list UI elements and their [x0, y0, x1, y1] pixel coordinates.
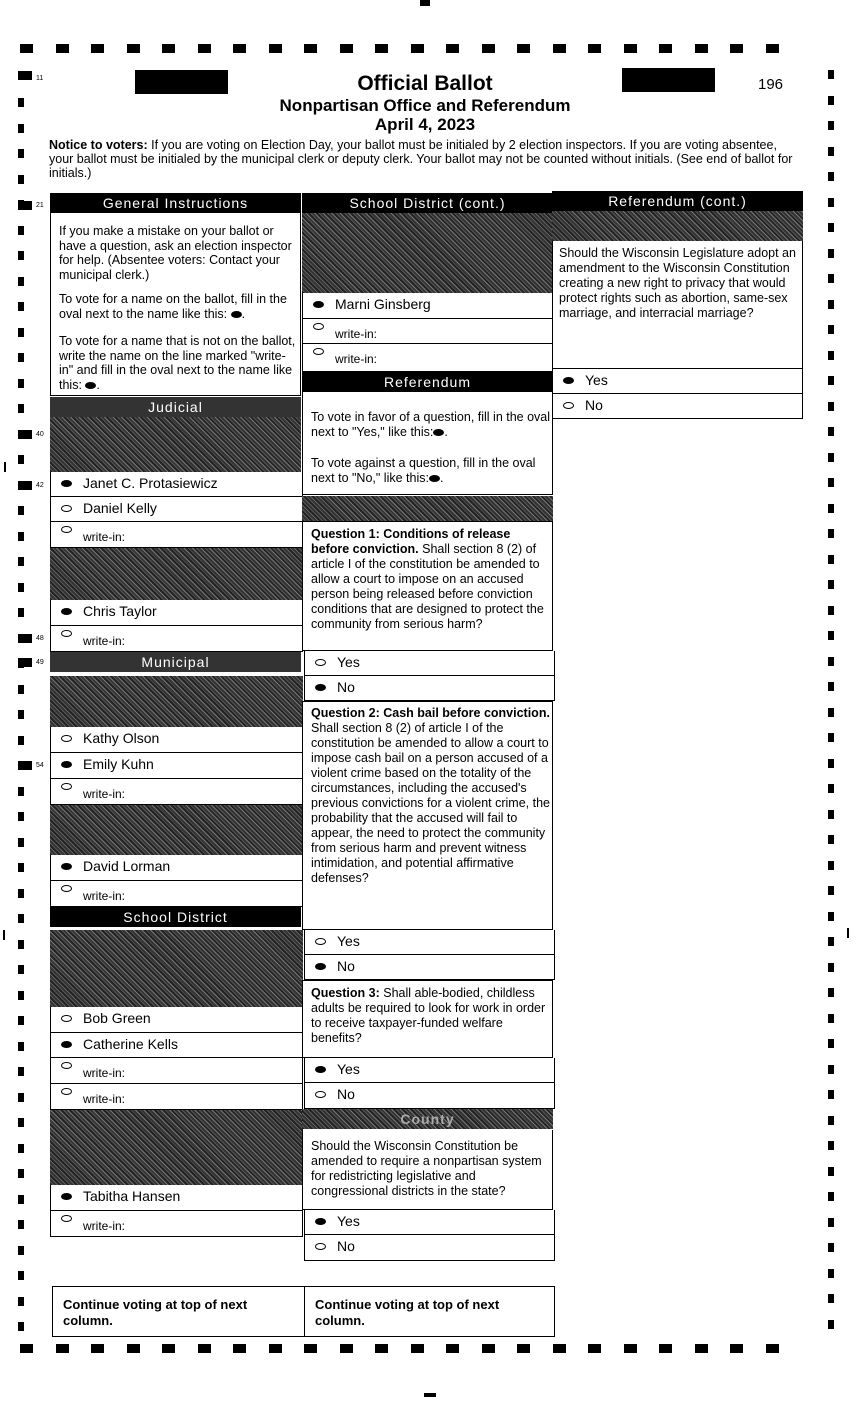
timing-mark — [828, 223, 834, 232]
timing-mark — [828, 1243, 834, 1252]
timing-mark — [828, 1167, 834, 1176]
timing-mark — [828, 1039, 834, 1048]
contest-title-redacted — [50, 930, 303, 1007]
timing-mark — [828, 274, 834, 283]
timing-mark — [18, 353, 24, 362]
contest-title-redacted — [302, 213, 553, 293]
timing-mark — [18, 302, 24, 311]
redaction-box-left — [135, 70, 228, 94]
timing-mark — [828, 96, 834, 105]
timing-mark — [18, 1297, 24, 1306]
margin-number: 49 — [36, 659, 44, 666]
timing-mark — [375, 44, 388, 53]
timing-mark — [828, 810, 834, 819]
timing-mark — [18, 812, 24, 821]
ballot-choice[interactable] — [302, 293, 553, 319]
timing-mark — [695, 1344, 708, 1353]
empty-oval-icon[interactable] — [315, 938, 326, 945]
judicial-header: Judicial — [50, 397, 301, 417]
timing-mark — [269, 1344, 282, 1353]
filled-oval-icon[interactable] — [61, 608, 72, 615]
referendum-instruction-yes: To vote in favor of a question, fill in the oval next to "Yes," like this: . — [311, 410, 551, 439]
timing-mark — [18, 1144, 24, 1153]
timing-mark — [828, 249, 834, 258]
choice-label: write-in: — [83, 787, 126, 801]
timing-mark — [18, 658, 32, 667]
choice-label: Yes — [337, 1213, 360, 1229]
contest-title-redacted — [552, 211, 803, 241]
answer-choice[interactable] — [304, 930, 555, 955]
ballot-choice[interactable] — [50, 1084, 303, 1110]
referendum-cont-header: Referendum (cont.) — [552, 191, 803, 211]
choice-label: No — [337, 679, 355, 695]
timing-mark — [233, 1344, 246, 1353]
filled-oval-icon[interactable] — [315, 1218, 326, 1225]
timing-mark — [847, 928, 849, 938]
question-5-text: Should the Wisconsin Legislature adopt an amendment to the Wisconsin Constitution creating a new right to privacy that would protect rights such as abortion, same-sex marriage, and interracial marriage? — [559, 246, 796, 320]
timing-mark — [18, 1093, 24, 1102]
timing-mark — [411, 44, 424, 53]
empty-oval-icon[interactable] — [61, 630, 72, 637]
timing-mark — [446, 1344, 459, 1353]
timing-mark — [828, 1065, 834, 1074]
contest-title-redacted — [50, 548, 303, 600]
timing-mark — [411, 1344, 424, 1353]
ballot-choice[interactable] — [302, 319, 553, 344]
timing-mark — [18, 761, 32, 770]
continue-voting-note-col1: Continue voting at top of next column. — [52, 1286, 305, 1337]
timing-mark — [828, 402, 834, 411]
instruction-vote-name: To vote for a name on the ballot, fill in the oval next to the name like this: . — [59, 292, 287, 321]
timing-mark — [482, 44, 495, 53]
answer-choice[interactable] — [304, 1210, 555, 1235]
margin-number: 21 — [36, 202, 44, 209]
timing-mark — [18, 404, 24, 413]
ballot-choice[interactable] — [50, 753, 303, 779]
filled-oval-icon[interactable] — [61, 863, 72, 870]
voter-notice — [49, 138, 801, 180]
ballot-date: April 4, 2023 — [374, 115, 476, 134]
timing-mark — [18, 838, 24, 847]
empty-oval-icon[interactable] — [61, 783, 72, 790]
contest-title-redacted — [302, 496, 553, 521]
timing-mark — [828, 376, 834, 385]
municipal-header: Municipal — [50, 652, 301, 672]
timing-mark — [18, 1042, 24, 1051]
timing-mark — [828, 912, 834, 921]
timing-mark — [828, 325, 834, 334]
timing-mark — [18, 175, 24, 184]
timing-mark — [828, 580, 834, 589]
timing-mark — [828, 1320, 834, 1329]
timing-mark — [18, 430, 32, 439]
margin-number: 11 — [36, 75, 44, 82]
ballot-choice[interactable] — [302, 344, 553, 372]
filled-oval-icon[interactable] — [315, 1066, 326, 1073]
timing-mark — [18, 1118, 24, 1127]
timing-mark — [198, 1344, 211, 1353]
choice-label: No — [337, 1086, 355, 1102]
empty-oval-icon[interactable] — [61, 505, 72, 512]
notice-label: Notice to voters: — [49, 138, 148, 152]
choice-label: No — [585, 397, 603, 413]
timing-mark — [828, 1192, 834, 1201]
timing-mark — [18, 1322, 24, 1331]
continue-voting-note-col2: Continue voting at top of next column. — [304, 1286, 555, 1337]
answer-choice[interactable] — [304, 1058, 555, 1083]
filled-oval-example-icon — [429, 475, 440, 482]
choice-label: No — [337, 1238, 355, 1254]
answer-choice[interactable] — [552, 394, 803, 419]
timing-mark — [828, 606, 834, 615]
choice-label: David Lorman — [83, 858, 171, 874]
timing-mark — [828, 759, 834, 768]
instruction-write-in-text: To vote for a name that is not on the ballot, write the name on the line marked "write-in" and fill in the oval next to the name like this: — [59, 334, 296, 392]
ballot-choice[interactable] — [50, 1058, 303, 1084]
timing-mark — [828, 861, 834, 870]
timing-mark — [766, 1344, 779, 1353]
answer-choice[interactable] — [304, 1083, 555, 1109]
contest-title-redacted — [50, 1110, 303, 1185]
timing-mark — [4, 462, 6, 472]
timing-mark — [18, 991, 24, 1000]
referendum-header: Referendum — [302, 372, 553, 392]
timing-mark — [828, 504, 834, 513]
ballot-choice[interactable] — [50, 779, 303, 805]
timing-mark — [420, 0, 430, 6]
timing-mark — [18, 940, 24, 949]
margin-number: 40 — [36, 431, 44, 438]
timing-mark — [18, 532, 24, 541]
timing-mark — [828, 1014, 834, 1023]
timing-mark — [828, 988, 834, 997]
timing-mark — [588, 44, 601, 53]
timing-mark — [18, 557, 24, 566]
school-district-cont-header: School District (cont.) — [302, 193, 553, 213]
timing-mark — [340, 44, 353, 53]
filled-oval-icon[interactable] — [313, 301, 324, 308]
referendum-instruction-no-text: To vote against a question, fill in the oval next to "No," like this: — [311, 456, 536, 485]
timing-mark — [828, 733, 834, 742]
timing-mark — [18, 1246, 24, 1255]
empty-oval-icon[interactable] — [313, 348, 324, 355]
ballot-choice[interactable] — [50, 626, 303, 652]
timing-mark — [20, 1344, 33, 1353]
timing-mark — [56, 1344, 69, 1353]
choice-label: Catherine Kells — [83, 1036, 178, 1052]
timing-mark — [18, 226, 24, 235]
choice-label: write-in: — [83, 889, 126, 903]
timing-mark — [18, 1195, 24, 1204]
timing-mark — [18, 965, 24, 974]
margin-number: 54 — [36, 762, 44, 769]
timing-mark — [828, 1090, 834, 1099]
timing-mark — [127, 1344, 140, 1353]
timing-mark — [828, 631, 834, 640]
instruction-mistake: If you make a mistake on your ballot or have a question, ask an election inspector for help. (Absentee voters: Contact your municipal clerk.) — [59, 224, 292, 282]
timing-mark — [624, 1344, 637, 1353]
referendum-instruction-no: To vote against a question, fill in the oval next to "No," like this: . — [311, 456, 536, 485]
timing-mark — [828, 708, 834, 717]
ballot-choice[interactable] — [50, 522, 303, 548]
question-2-text — [311, 706, 551, 886]
timing-mark — [828, 937, 834, 946]
timing-mark — [269, 44, 282, 53]
timing-mark — [828, 1141, 834, 1150]
timing-mark — [588, 1344, 601, 1353]
choice-label: write-in: — [83, 530, 126, 544]
question-1-text — [311, 527, 551, 632]
empty-oval-icon[interactable] — [313, 323, 324, 330]
empty-oval-icon[interactable] — [61, 885, 72, 892]
timing-mark — [18, 1169, 24, 1178]
contest-title-redacted — [50, 676, 303, 727]
school-district-header: School District — [50, 907, 301, 927]
choice-label: Kathy Olson — [83, 730, 160, 746]
choice-label: Marni Ginsberg — [335, 296, 431, 312]
ballot-choice[interactable] — [50, 472, 303, 497]
filled-oval-icon[interactable] — [315, 684, 326, 691]
filled-oval-example-icon — [231, 311, 242, 318]
choice-label: write-in: — [83, 1066, 126, 1080]
empty-oval-icon[interactable] — [563, 402, 574, 409]
timing-mark — [624, 44, 637, 53]
timing-mark — [517, 1344, 530, 1353]
ballot-subtitle: Nonpartisan Office and Referendum — [279, 96, 571, 115]
question-3-title: Question 3: — [311, 986, 380, 1000]
timing-mark — [198, 44, 211, 53]
timing-mark — [18, 863, 24, 872]
timing-mark — [18, 481, 32, 490]
timing-mark — [3, 930, 5, 940]
ballot-choice[interactable] — [50, 727, 303, 753]
empty-oval-icon[interactable] — [61, 1215, 72, 1222]
timing-mark — [828, 121, 834, 130]
timing-mark — [18, 328, 24, 337]
timing-mark — [828, 453, 834, 462]
timing-mark — [18, 277, 24, 286]
choice-label: Janet C. Protasiewicz — [83, 475, 218, 491]
filled-oval-icon[interactable] — [61, 1193, 72, 1200]
timing-mark — [517, 44, 530, 53]
referendum-instruction-yes-text: To vote in favor of a question, fill in the oval next to "Yes," like this: — [311, 410, 551, 439]
ballot-choice[interactable] — [50, 1007, 303, 1033]
timing-mark — [828, 784, 834, 793]
timing-mark — [18, 889, 24, 898]
timing-mark — [18, 201, 32, 210]
instruction-vote-name-text: To vote for a name on the ballot, fill in the oval next to the name like this: — [59, 292, 287, 321]
filled-oval-icon[interactable] — [563, 377, 574, 384]
question-2-body: Shall section 8 (2) of article I of the constitution be amended to allow a court to impose cash bail on a person accused of a violent crime based on the totality of the circumstances, including the accused's previous convictions for a violent crime, the probability that the accused will fail to appear, the need to protect the community from serious harm and prevent witness intimidation, and potential affirmative defenses? — [311, 721, 550, 885]
empty-oval-icon[interactable] — [315, 1243, 326, 1250]
answer-choice[interactable] — [304, 955, 555, 980]
timing-mark — [18, 71, 32, 80]
choice-label: Yes — [585, 372, 608, 388]
timing-mark — [828, 70, 834, 79]
timing-mark — [18, 124, 24, 133]
redaction-box-right — [622, 68, 715, 92]
timing-mark — [828, 886, 834, 895]
ballot-choice[interactable] — [50, 1211, 303, 1237]
empty-oval-icon[interactable] — [61, 1015, 72, 1022]
empty-oval-icon[interactable] — [61, 1088, 72, 1095]
timing-mark — [18, 914, 24, 923]
timing-mark — [553, 44, 566, 53]
margin-number: 42 — [36, 482, 44, 489]
choice-label: Yes — [337, 933, 360, 949]
question-1-body: Shall section 8 (2) of article I of the constitution be amended to allow a court to impose on an accused person being released before conviction conditions that are designed to protect the community from serious harm? — [311, 542, 544, 631]
question-1-title: Question 1: Conditions of release before conviction. — [311, 527, 511, 556]
timing-mark — [18, 1220, 24, 1229]
timing-mark — [482, 1344, 495, 1353]
timing-mark — [730, 44, 743, 53]
timing-mark — [18, 608, 24, 617]
timing-mark — [828, 351, 834, 360]
timing-mark — [18, 787, 24, 796]
ballot-choice[interactable] — [50, 1185, 303, 1211]
timing-mark — [233, 44, 246, 53]
question-3-text — [311, 986, 551, 1046]
timing-mark — [828, 300, 834, 309]
choice-label: write-in: — [83, 1092, 126, 1106]
choice-label: Chris Taylor — [83, 603, 157, 619]
timing-mark — [18, 98, 24, 107]
timing-mark — [18, 583, 24, 592]
timing-mark — [766, 44, 779, 53]
empty-oval-icon[interactable] — [61, 1062, 72, 1069]
choice-label: write-in: — [83, 634, 126, 648]
choice-label: write-in: — [335, 352, 378, 366]
timing-mark — [695, 44, 708, 53]
filled-oval-icon[interactable] — [61, 1041, 72, 1048]
margin-number: 48 — [36, 635, 44, 642]
question-4-text: Should the Wisconsin Constitution be amended to require a nonpartisan system for redistricting legislative and congressional districts in the state? — [311, 1139, 542, 1198]
ballot-choice[interactable] — [50, 497, 303, 522]
timing-mark — [304, 1344, 317, 1353]
question-2-title: Question 2: Cash bail before conviction. — [311, 706, 550, 720]
empty-oval-icon[interactable] — [61, 526, 72, 533]
timing-mark — [828, 427, 834, 436]
timing-mark — [828, 1218, 834, 1227]
timing-mark — [730, 1344, 743, 1353]
timing-mark — [828, 478, 834, 487]
instruction-write-in: To vote for a name that is not on the ballot, write the name on the line marked "write-in" and fill in the oval next to the name like this: . — [59, 334, 296, 392]
filled-oval-example-icon — [85, 382, 96, 389]
timing-mark — [424, 1393, 436, 1397]
timing-mark — [18, 685, 24, 694]
choice-label: Daniel Kelly — [83, 500, 157, 516]
ballot-number: 196 — [758, 76, 784, 93]
timing-mark — [304, 44, 317, 53]
timing-mark — [18, 1016, 24, 1025]
question-3-body: Shall able-bodied, childless adults be required to look for work in order to receive taxpayer-funded welfare benefits? — [311, 986, 546, 1045]
timing-mark — [340, 1344, 353, 1353]
empty-oval-icon[interactable] — [315, 659, 326, 666]
timing-mark — [162, 1344, 175, 1353]
county-header: County — [302, 1109, 553, 1129]
timing-mark — [446, 44, 459, 53]
timing-mark — [18, 1067, 24, 1076]
timing-mark — [553, 1344, 566, 1353]
general-instructions-header: General Instructions — [50, 193, 301, 213]
timing-mark — [659, 44, 672, 53]
timing-mark — [18, 710, 24, 719]
ballot-title: Official Ballot — [357, 72, 493, 95]
timing-mark — [18, 379, 24, 388]
timing-mark — [18, 736, 24, 745]
timing-mark — [828, 835, 834, 844]
notice-text: If you are voting on Election Day, your ballot must be initialed by 2 election inspectors. If you are voting absentee, your ballot must be initialed by the municipal clerk or deputy clerk. Your ballot may not be counted without initials. (See end of ballot for initials.) — [49, 138, 793, 180]
empty-oval-icon[interactable] — [61, 735, 72, 742]
timing-mark — [18, 251, 24, 260]
timing-mark — [18, 149, 24, 158]
timing-mark — [20, 44, 33, 53]
timing-mark — [91, 1344, 104, 1353]
timing-mark — [828, 555, 834, 564]
timing-mark — [828, 963, 834, 972]
choice-label: write-in: — [335, 327, 378, 341]
timing-mark — [18, 634, 32, 643]
ballot-choice[interactable] — [50, 600, 303, 626]
ballot-choice[interactable] — [50, 855, 303, 881]
timing-mark — [56, 44, 69, 53]
timing-mark — [162, 44, 175, 53]
ballot-choice[interactable] — [50, 881, 303, 907]
timing-mark — [828, 198, 834, 207]
timing-mark — [18, 1271, 24, 1280]
timing-mark — [828, 1294, 834, 1303]
answer-choice[interactable] — [304, 651, 555, 676]
choice-label: Bob Green — [83, 1010, 151, 1026]
empty-oval-icon[interactable] — [315, 1091, 326, 1098]
contest-title-redacted — [50, 417, 301, 472]
timing-mark — [828, 1116, 834, 1125]
timing-mark — [828, 682, 834, 691]
timing-mark — [828, 529, 834, 538]
timing-mark — [375, 1344, 388, 1353]
timing-mark — [18, 455, 24, 464]
choice-label: Yes — [337, 1061, 360, 1077]
timing-mark — [127, 44, 140, 53]
timing-mark — [18, 506, 24, 515]
timing-mark — [828, 172, 834, 181]
choice-label: Tabitha Hansen — [83, 1188, 181, 1204]
answer-choice[interactable] — [552, 369, 803, 394]
timing-mark — [828, 1269, 834, 1278]
choice-label: Emily Kuhn — [83, 756, 154, 772]
choice-label: Yes — [337, 654, 360, 670]
timing-mark — [828, 657, 834, 666]
contest-title-redacted — [50, 805, 303, 855]
filled-oval-icon[interactable] — [61, 761, 72, 768]
answer-choice[interactable] — [304, 1235, 555, 1261]
timing-mark — [659, 1344, 672, 1353]
filled-oval-example-icon — [433, 429, 444, 436]
filled-oval-icon[interactable] — [61, 480, 72, 487]
timing-mark — [828, 147, 834, 156]
choice-label: No — [337, 958, 355, 974]
ballot-choice[interactable] — [50, 1033, 303, 1058]
answer-choice[interactable] — [304, 676, 555, 701]
timing-mark — [91, 44, 104, 53]
choice-label: write-in: — [83, 1219, 126, 1233]
filled-oval-icon[interactable] — [315, 963, 326, 970]
